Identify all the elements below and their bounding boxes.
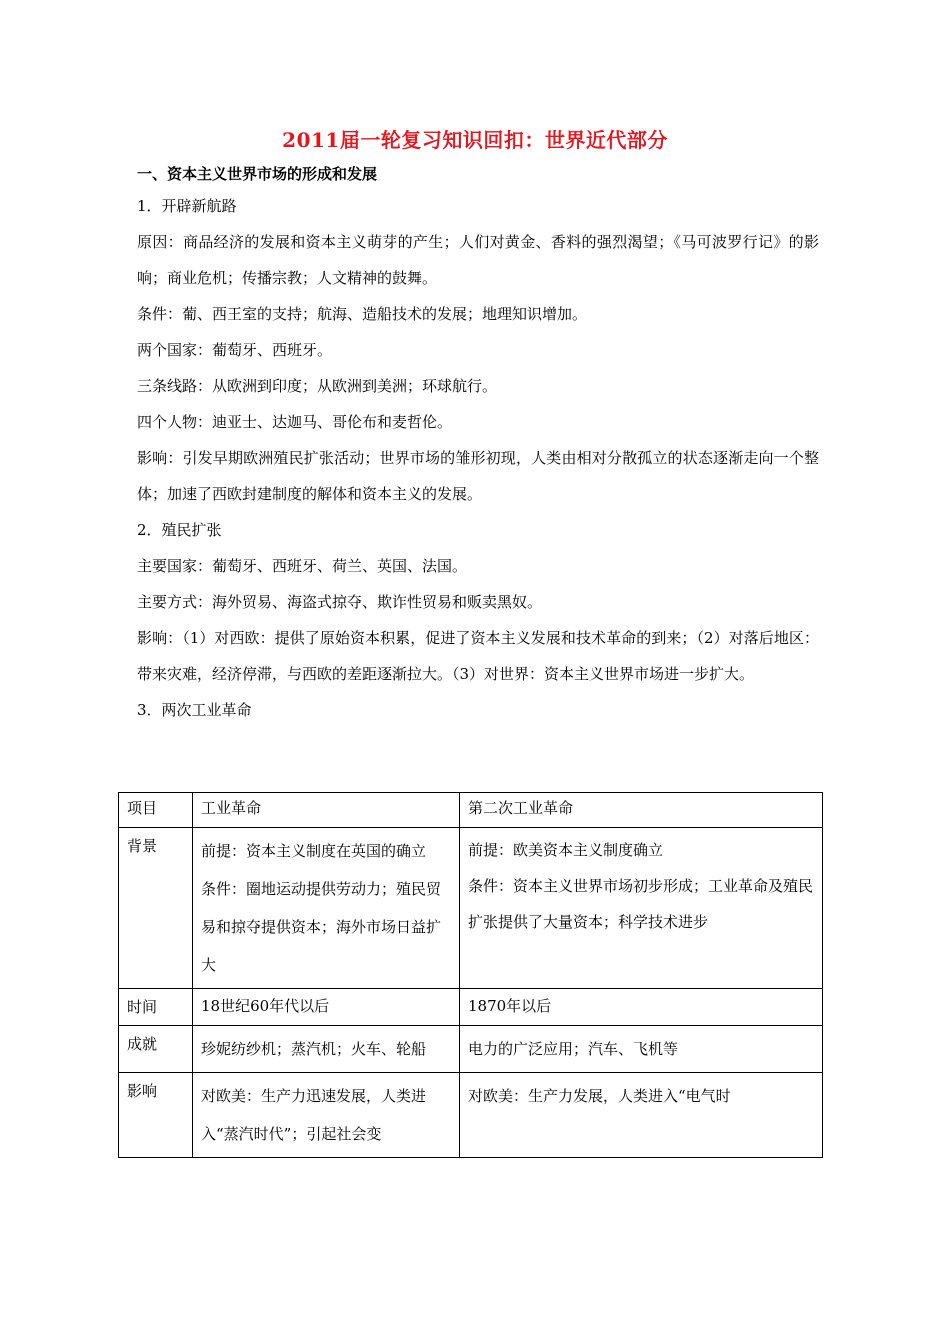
table-row	[119, 1026, 823, 1073]
table-cell	[193, 1073, 460, 1158]
cell-line: 条件：资本主义世界市场初步形成；工业革命及殖民扩张提供了大量资本；科学技术进步	[468, 877, 814, 931]
row-label: 成就	[119, 1026, 193, 1073]
cell-line: 对欧美：生产力发展，人类进入“电气时	[468, 1087, 731, 1105]
table-header-cell: 项目	[119, 793, 193, 828]
table-cell	[193, 1026, 460, 1073]
table-cell	[460, 1073, 823, 1158]
cell-line: 前提：资本主义制度在英国的确立	[201, 842, 427, 860]
cell-line: 1870年以后	[468, 997, 552, 1015]
document-title: 2011届一轮复习知识回扣：世界近代部分	[282, 128, 668, 152]
table-header-row	[119, 793, 823, 828]
cell-line: 条件：圈地运动提供劳动力；殖民贸易和掠夺提供资本；海外市场日益扩大	[201, 880, 442, 974]
table-cell	[460, 1026, 823, 1073]
table-row	[119, 828, 823, 989]
cell-line: 前提：欧美资本主义制度确立	[468, 841, 664, 859]
table-cell	[460, 828, 823, 989]
document-body	[137, 160, 819, 728]
paragraph-reason: 原因：商品经济的发展和资本主义萌芽的产生；人们对黄金、香料的强烈渴望；《马可波罗行记》的影响；商业危机；传播宗教；人文精神的鼓舞。	[137, 233, 819, 287]
subsection-heading: 1．开辟新航路	[137, 197, 237, 215]
paragraph-impact: 影响：引发早期欧洲殖民扩张活动；世界市场的雏形初现，人类由相对分散孤立的状态逐渐走向一个整体；加速了西欧封建制度的解体和资本主义的发展。	[137, 449, 819, 503]
table-row	[119, 1073, 823, 1158]
cell-line: 珍妮纺纱机；蒸汽机；火车、轮船	[201, 1040, 427, 1058]
cell-line: 对欧美：生产力迅速发展，人类进入“蒸汽时代”；引起社会变	[201, 1087, 427, 1143]
cell-line: 18世纪60年代以后	[201, 997, 330, 1015]
paragraph-routes: 三条线路：从欧洲到印度；从欧洲到美洲；环球航行。	[137, 377, 498, 395]
table-cell	[193, 828, 460, 989]
row-label: 时间	[119, 989, 193, 1026]
table-cell	[193, 989, 460, 1026]
row-label: 影响	[119, 1073, 193, 1158]
paragraph-main-countries: 主要国家：葡萄牙、西班牙、荷兰、英国、法国。	[137, 557, 468, 575]
table-header-cell: 第二次工业革命	[460, 793, 823, 828]
paragraph-countries: 两个国家：葡萄牙、西班牙。	[137, 341, 333, 359]
paragraph-colonial-impact: 影响：（1）对西欧：提供了原始资本积累，促进了资本主义发展和技术革命的到来；（2）对落后地区：带来灾难，经济停滞，与西欧的差距逐渐拉大。（3）对世界：资本主义世界市场进一步扩大。	[137, 629, 819, 683]
cell-line: 电力的广泛应用；汽车、飞机等	[468, 1040, 679, 1058]
paragraph-people: 四个人物：迪亚士、达迦马、哥伦布和麦哲伦。	[137, 413, 453, 431]
paragraph-condition: 条件：葡、西王室的支持；航海、造船技术的发展；地理知识增加。	[137, 305, 588, 323]
table-header-cell: 工业革命	[193, 793, 460, 828]
subsection-heading: 3．两次工业革命	[137, 701, 252, 719]
subsection-heading: 2．殖民扩张	[137, 521, 222, 539]
section-heading: 一、资本主义世界市场的形成和发展	[137, 165, 378, 183]
row-label: 背景	[119, 828, 193, 989]
industrial-revolution-table	[118, 792, 823, 1158]
table-cell	[460, 989, 823, 1026]
paragraph-main-methods: 主要方式：海外贸易、海盗式掠夺、欺诈性贸易和贩卖黑奴。	[137, 593, 543, 611]
table-row	[119, 989, 823, 1026]
